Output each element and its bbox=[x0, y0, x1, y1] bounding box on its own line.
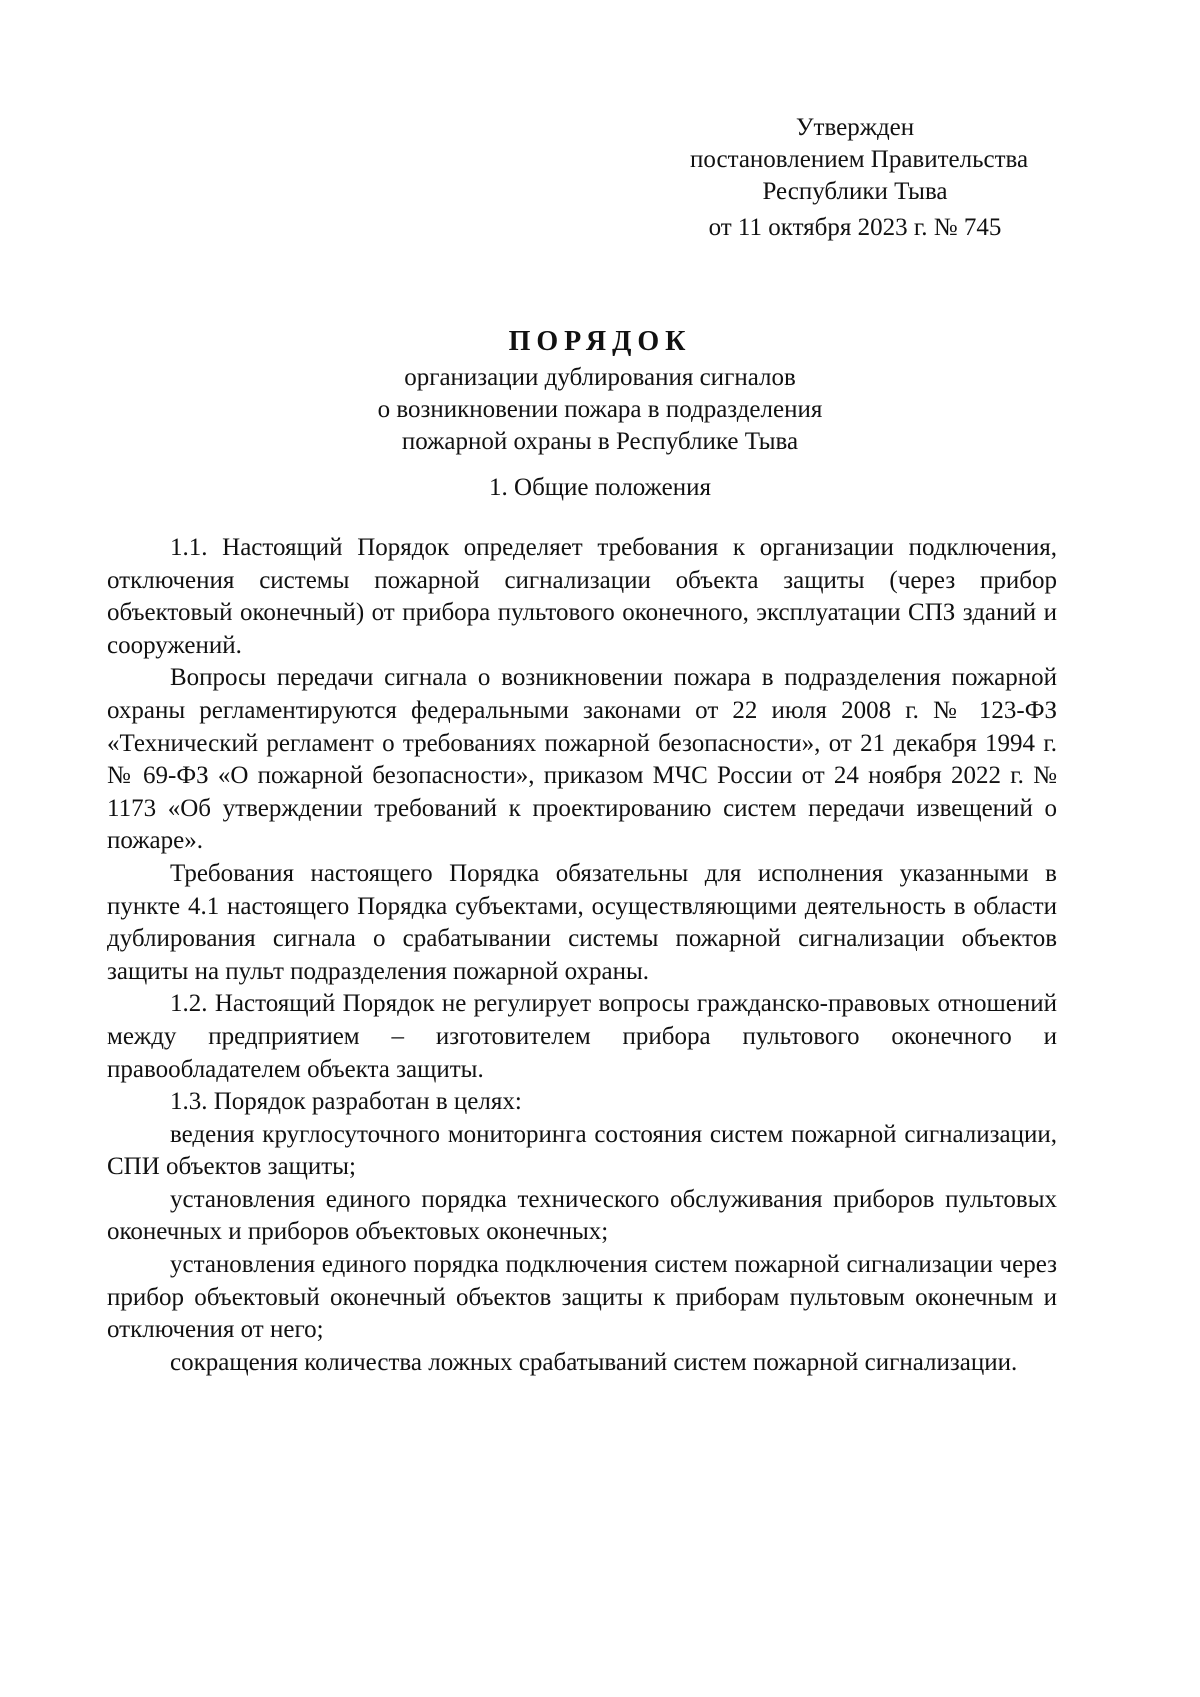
document-body bbox=[107, 532, 1057, 1379]
paragraph: 1.3. Порядок разработан в целях: bbox=[170, 1088, 522, 1116]
subtitle-line-3: пожарной охраны в Республике Тыва bbox=[401, 428, 799, 455]
approval-stamp bbox=[690, 112, 1029, 244]
approval-date: от 11 октября 2023 г. № 745 bbox=[708, 214, 1002, 241]
document-title: ПОРЯДОК bbox=[508, 326, 692, 357]
approval-line-2: постановлением Правительства bbox=[690, 146, 1029, 173]
approval-line-1: Утвержден bbox=[795, 114, 915, 141]
paragraph: Требования настоящего Порядка обязательны для исполнения указанными в пункте 4.1 настоящего Порядка субъектами, осуществляющими деятельность в области дублирования сигнала о срабатывании системы пожарной сигнализации объектов защиты на пульт подразделения пожарной охраны. bbox=[107, 859, 1057, 985]
paragraph: ведения круглосуточного мониторинга состояния систем пожарной сигнализации, СПИ объектов защиты; bbox=[107, 1120, 1057, 1181]
document-title-block bbox=[170, 322, 1030, 458]
paragraph: Вопросы передачи сигнала о возникновении пожара в подразделения пожарной охраны регламентируются федеральными законами от 22 июля 2008 г. № 123-ФЗ «Технический регламент о требованиях пожарной безопасности», от 21 декабря 1994 г. № 69-ФЗ «О пожарной безопасности», приказом МЧС России от 24 ноября 2022 г. № 1173 «Об утверждении требований к проектированию систем передачи извещений о пожаре». bbox=[107, 664, 1057, 855]
paragraph: 1.1. Настоящий Порядок определяет требования к организации подключения, отключения системы пожарной сигнализации объекта защиты (через прибор объектовый оконечный) от прибора пультового оконечного, эксплуатации СПЗ зданий и сооружений. bbox=[107, 534, 1057, 659]
subtitle-line-1: организации дублирования сигналов bbox=[404, 364, 796, 391]
paragraph: 1.2. Настоящий Порядок не регулирует вопросы гражданско-правовых отношений между предприятием – изготовителем прибора пультового оконечного и правообладателем объекта защиты. bbox=[107, 990, 1057, 1083]
section-heading: 1. Общие положения bbox=[489, 474, 711, 501]
paragraph: установления единого порядка технического обслуживания приборов пультовых оконечных и приборов объектовых оконечных; bbox=[107, 1185, 1057, 1246]
subtitle-line-2: о возникновении пожара в подразделения bbox=[377, 396, 823, 423]
approval-line-3: Республики Тыва bbox=[762, 178, 948, 205]
paragraph: сокращения количества ложных срабатываний систем пожарной сигнализации. bbox=[170, 1348, 1018, 1376]
paragraph: установления единого порядка подключения систем пожарной сигнализации через прибор объектовый оконечный объектов защиты к приборам пультовым оконечным и отключения от него; bbox=[107, 1251, 1057, 1344]
document-subtitle bbox=[170, 362, 1030, 458]
